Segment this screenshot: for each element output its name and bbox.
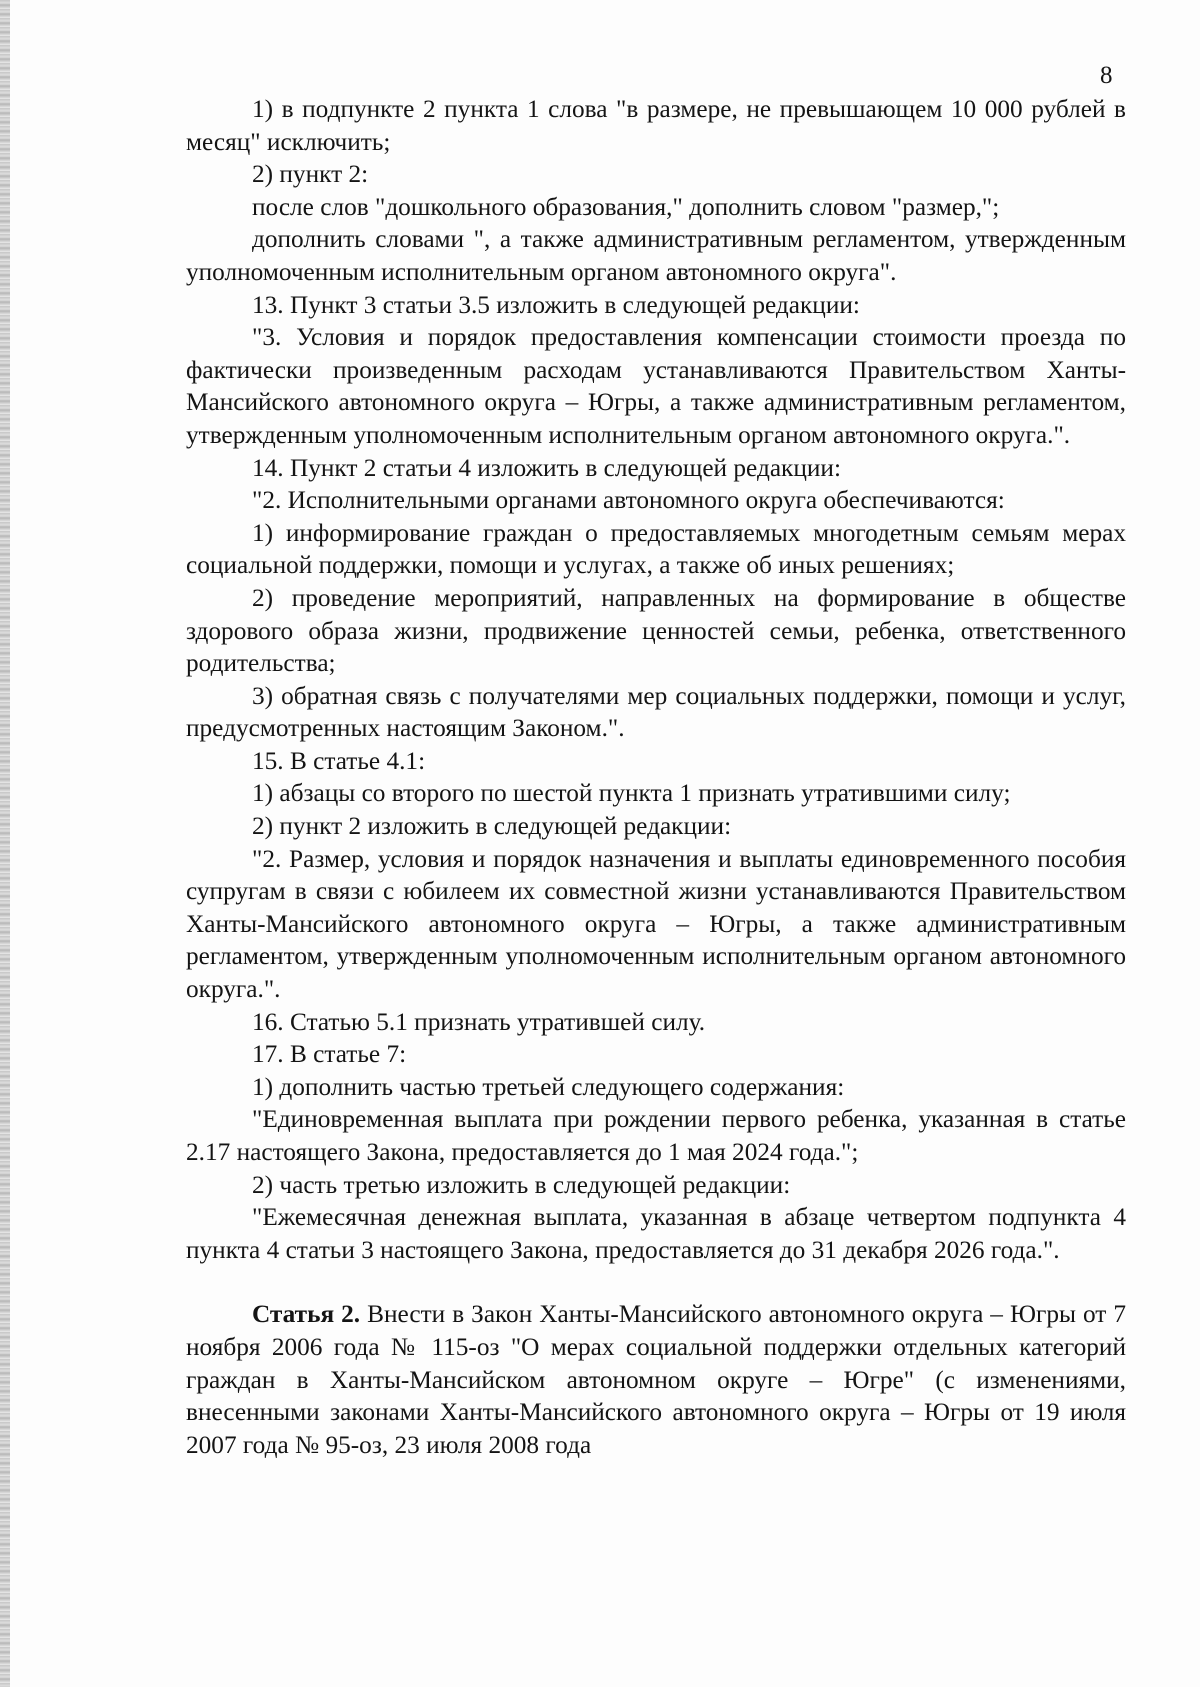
paragraph: "2. Исполнительными органами автономного округа обеспечиваются: (252, 486, 1005, 515)
document-body (186, 93, 1126, 1461)
article-2-paragraph (186, 1298, 1126, 1461)
paragraph: 16. Статью 5.1 признать утратившей силу. (252, 1007, 706, 1036)
paragraph: "3. Условия и порядок предоставления компенсации стоимости проезда по фактически произведенным расходам устанавливаются Правительством Ханты-Мансийского автономного округа – Югры, а также административным регламентом, утвержденным уполномоченным исполнительным органом автономного округа.". (186, 323, 1126, 449)
paragraph: 13. Пункт 3 статьи 3.5 изложить в следующей редакции: (252, 290, 860, 319)
paragraph: 1) в подпункте 2 пункта 1 слова "в размере, не превышающем 10 000 рублей в месяц" исключить; (186, 95, 1126, 156)
paragraph: 1) абзацы со второго по шестой пункта 1 признать утратившими силу; (252, 779, 1011, 808)
paragraph: 17. В статье 7: (252, 1040, 407, 1069)
scan-binding-edge (0, 0, 10, 1687)
paragraph: после слов "дошкольного образования," дополнить словом "размер,"; (252, 192, 1000, 221)
paragraph: "Ежемесячная денежная выплата, указанная в абзаце четвертом подпункта 4 пункта 4 статьи 3 настоящего Закона, предоставляется до 31 декабря 2026 года.". (186, 1203, 1126, 1264)
article-2-heading: Статья 2. (252, 1300, 361, 1329)
page-number: 8 (1100, 62, 1113, 89)
paragraph: 14. Пункт 2 статьи 4 изложить в следующей редакции: (252, 453, 841, 482)
paragraph: 2) проведение мероприятий, направленных на формирование в обществе здорового образа жизни, продвижение ценностей семьи, ребенка, ответственного родительства; (186, 583, 1126, 678)
paragraph: "2. Размер, условия и порядок назначения и выплаты единовременного пособия супругам в связи с юбилеем их совместной жизни устанавливаются Правительством Ханты-Мансийского автономного округа – Югры, а также административным регламентом, утвержденным уполномоченным исполнительным органом автономного округа.". (186, 844, 1126, 1004)
paragraph: 2) пункт 2: (252, 160, 369, 189)
paragraph: "Единовременная выплата при рождении первого ребенка, указанная в статье 2.17 настоящего Закона, предоставляется до 1 мая 2024 года."; (186, 1105, 1126, 1166)
paragraph: 15. В статье 4.1: (252, 746, 426, 775)
paragraph: 3) обратная связь с получателями мер социальных поддержки, помощи и услуг, предусмотренных настоящим Законом.". (186, 681, 1126, 743)
paragraph: 2) пункт 2 изложить в следующей редакции: (252, 812, 732, 841)
paragraph: 2) часть третью изложить в следующей редакции: (252, 1170, 791, 1199)
paragraph: 1) дополнить частью третьей следующего содержания: (252, 1072, 845, 1101)
article-2-text: Внести в Закон Ханты-Мансийского автономного округа – Югры от 7 ноября 2006 года № 115-оз "О мерах социальной поддержки отдельных категорий граждан в Ханты-Мансийском автономном округе – Югре" (с изменениями, внесенными законами Ханты-Мансийского автономного округа – Югры от 19 июля 2007 года № 95-оз, 23 июля 2008 года (186, 1300, 1126, 1459)
paragraph: 1) информирование граждан о предоставляемых многодетным семьям мерах социальной поддержки, помощи и услугах, а также об иных решениях; (186, 518, 1126, 580)
paragraph: дополнить словами ", а также административным регламентом, утвержденным уполномоченным исполнительным органом автономного округа". (186, 225, 1126, 286)
